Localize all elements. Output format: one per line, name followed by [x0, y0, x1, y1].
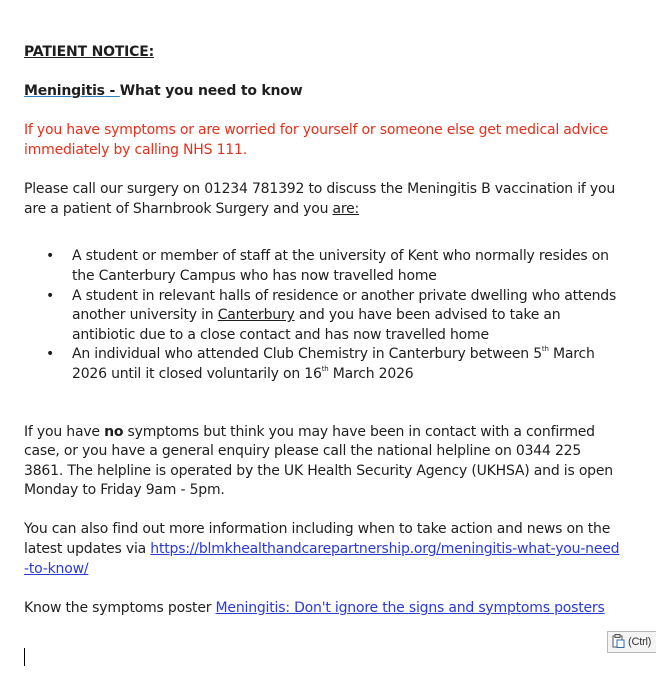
notice-heading: [24, 82, 624, 102]
heading-rest: What you need to know: [119, 83, 303, 100]
urgent-advice: If you have symptoms or are worried for yourself or someone else get medical advice immediately by calling NHS 111.: [24, 122, 609, 158]
paste-options-button[interactable]: [607, 631, 656, 653]
eligibility-list: [24, 247, 624, 384]
more-info-paragraph: You can also find out more information including when to take action and news on the latest updates via https://blmkhealthandcarepartnership.org/meningitis-what-you-need-to-know/: [24, 521, 620, 577]
more-info-link[interactable]: https://blmkhealthandcarepartnership.org/meningitis-what-you-need-to-know/: [24, 541, 620, 577]
poster-paragraph: Know the symptoms poster Meningitis: Don't ignore the signs and symptoms posters: [24, 599, 605, 616]
list-item: • An individual who attended Club Chemistry in Canterbury between 5th March 2026 until it closed voluntarily on 16th March 2026: [46, 345, 595, 382]
helpline-paragraph: If you have no symptoms but think you may have been in contact with a confirmed case, or you have a general enquiry please call the national helpline on 0344 225 3861. The helpline is operated by the UK Health Security Agency (UKHSA) and is open Monday to Friday 9am - 5pm.: [24, 423, 613, 499]
vaccination-call-paragraph: [24, 180, 624, 219]
bullet-icon: •: [46, 248, 55, 265]
canterbury-underlined: Canterbury: [217, 307, 295, 324]
call-text: Please call our surgery on 01234 781392 to discuss the Meningitis B vaccination if you are a patient of Sharnbrook Surgery and you: [24, 181, 616, 217]
call-are-underlined: are:: [332, 200, 360, 217]
document-body[interactable]: [24, 43, 624, 618]
list-item: • A student in relevant halls of residence or another private dwelling who attends another university in Canterbury and you have been advised to take an antibiotic due to a close contact and has now travelled home: [46, 287, 617, 343]
paste-options-label: (Ctrl): [628, 636, 652, 648]
heading-meningitis: Meningitis -: [24, 83, 120, 100]
notice-title: PATIENT NOTICE:: [24, 44, 155, 60]
clipboard-icon: [612, 634, 628, 651]
bullet-icon: •: [46, 346, 55, 363]
no-bold: no: [104, 423, 124, 440]
text-cursor: [24, 648, 25, 666]
poster-link[interactable]: Meningitis: Don't ignore the signs and symptoms posters: [215, 599, 605, 616]
heading-dash: -: [104, 83, 120, 100]
list-item: • A student or member of staff at the university of Kent who normally resides on the Canterbury Campus who has now travelled home: [46, 248, 609, 284]
bullet-icon: •: [46, 287, 55, 304]
